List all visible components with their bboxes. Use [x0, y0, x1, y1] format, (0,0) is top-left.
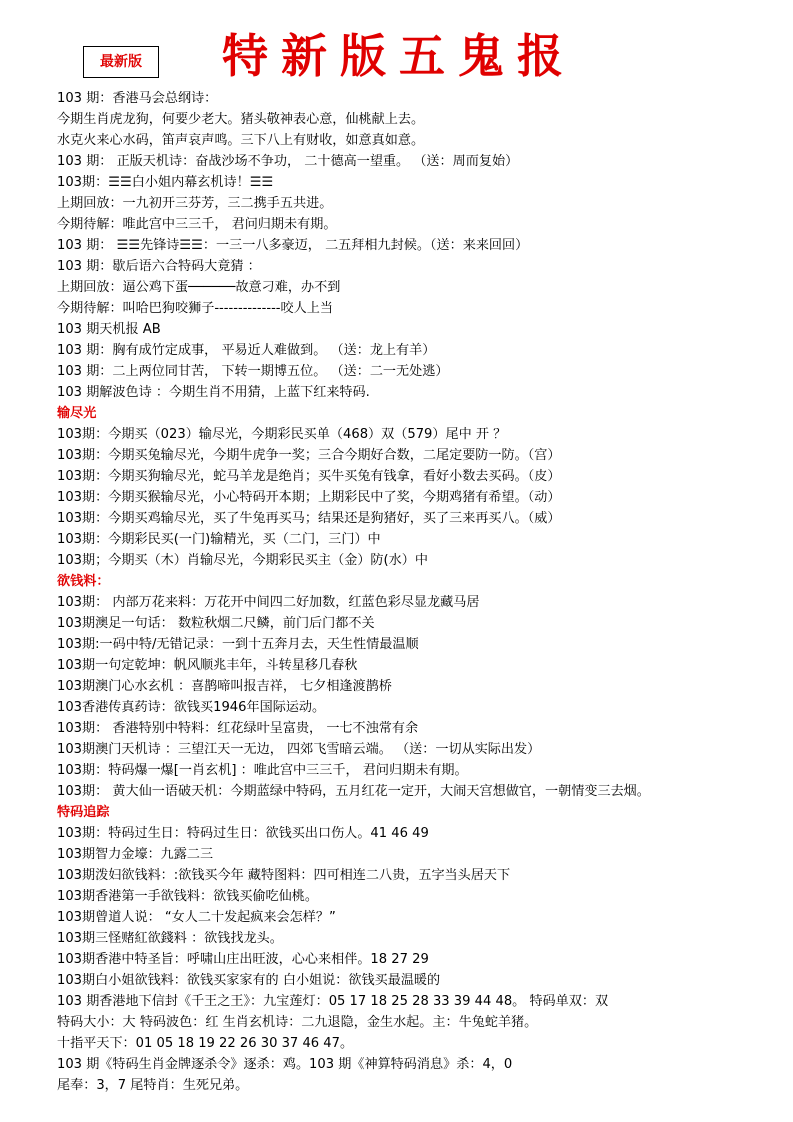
text-line: 103 期：胸有成竹定成事， 平易近人难做到。 （送：龙上有羊） [57, 343, 436, 358]
section-heading: 欲钱料： [57, 574, 110, 589]
text-line: 103期：特码过生日：特码过生日：欲钱买出口伤人。41 46 49 [57, 826, 429, 841]
text-line: 103期：特码爆一爆[一肖玄机] ：唯此宫中三三千， 君问归期未有期。 [57, 763, 468, 778]
text-line: 103期：今期买狗输尽光，蛇马羊龙是绝肖；买牛买兔有钱拿，看好小数去买码。（皮） [57, 469, 561, 484]
document-body [57, 88, 793, 1096]
text-line: 今期待解：叫哈巴狗咬狮子--------------咬人上当 [57, 301, 333, 316]
text-line: 103期：☰☰白小姐内幕玄机诗！☰☰ [57, 175, 274, 190]
text-line: 103期一句定乾坤：帆风顺兆丰年，斗转星移几春秋 [57, 658, 358, 673]
text-line: 尾奉：3，7 尾特肖：生死兄弟。 [57, 1078, 249, 1093]
text-line: 103期智力金壕：九露二三 [57, 847, 214, 862]
text-line: 103期： 黄大仙一语破天机：今期蓝绿中特码，五月红花一定开，大闹天宫想做官，一朝情变三去烟。 [57, 784, 650, 799]
section-heading: 输尽光 [57, 406, 97, 421]
text-line: 上期回放：一九初开三芬芳，三二携手五共进。 [57, 196, 333, 211]
page-header [0, 0, 793, 92]
text-line: 103 期：歇后语六合特码大竟猜 ： [57, 259, 261, 274]
text-line: 103期；今期买（木）肖输尽光，今期彩民买主（金）防(水）中 [57, 553, 428, 568]
text-line: 103期澳足一句话： 数粒秋烟二尺鳞，前门后门都不关 [57, 616, 375, 631]
text-line: 103期： 香港特别中特料：红花绿叶呈富贵， 一七不浊常有余 [57, 721, 419, 736]
text-line: 103期：今期买鸡输尽光，买了牛兔再买马；结果还是狗猪好，买了三来再买八。（威） [57, 511, 561, 526]
text-line: 103期白小姐欲钱料：欲钱买家家有的 白小姐说：欲钱买最温暖的 [57, 973, 441, 988]
text-line: 103期三怪赌紅欲錢料 ：欲钱找龙头。 [57, 931, 283, 946]
text-line: 103香港传真药诗：欲钱买1946年国际运动。 [57, 700, 326, 715]
text-line: 103 期：二上两位同甘苦， 下转一期博五位。 （送：二一无处逃） [57, 364, 449, 379]
text-line: 今期生肖虎龙狗，何要少老大。猪头敬神表心意，仙桃献上去。 [57, 112, 425, 127]
text-line: 103期： 内部万花来料：万花开中间四二好加数，红蓝色彩尽显龙藏马居 [57, 595, 480, 610]
text-line: 103 期《特码生肖金牌逐杀令》逐杀：鸡。103 期《神算特码消息》杀：4，0 [57, 1057, 513, 1072]
text-line: 103期澳门天机诗 ：三望江天一无边， 四郊飞雪暗云端。 （送：一切从实际出发） [57, 742, 541, 757]
text-line: 今期待解：唯此宫中三三千， 君问归期未有期。 [57, 217, 337, 232]
text-line: 103期：今期买猴输尽光，小心特码开本期；上期彩民中了奖，今期鸡猪有希望。（动） [57, 490, 561, 505]
text-line: 103 期： ☰☰先锋诗☰☰：一三一八多豪迈， 二五拜相九封候。（送：来来回回） [57, 238, 529, 253]
text-line: 103 期解波色诗 ：今期生肖不用猜，上蓝下红来特码. [57, 385, 370, 400]
text-line: 水克火来心水码，笛声哀声鸣。三下八上有财收，如意真如意。 [57, 133, 425, 148]
page-title: 特新版五鬼报 [222, 29, 576, 83]
text-line: 103期香港第一手欲钱料：欲钱买偷吃仙桃。 [57, 889, 318, 904]
text-line: 十指平天下：01 05 18 19 22 26 30 37 46 47。 [57, 1036, 354, 1051]
text-line: 103 期：香港马会总纲诗： [57, 91, 218, 106]
text-line: 103 期香港地下信封《千王之王》：九宝莲灯：05 17 18 25 28 33 39 44 48。 特码单双：双 [57, 994, 609, 1009]
text-line: 103期泼妇欲钱料：:欲钱买今年 藏特图料：四可相连二八贵，五字当头居天下 [57, 868, 511, 883]
text-line: 103期澳门心水玄机 ：喜鹊啼叫报吉祥， 七夕相逢渡鹊桥 [57, 679, 392, 694]
text-line: 103期:一码中特/无错记录：一到十五奔月去，天生性情最温顺 [57, 637, 419, 652]
text-line: 103 期： 正版天机诗：奋战沙场不争功， 二十德高一望重。 （送：周而复始） [57, 154, 519, 169]
text-line: 上期回放：逼公鸡下蛋──────故意刁难，办不到 [57, 280, 341, 295]
text-line: 103期：今期彩民买(一门)输精光，买（二门，三门）中 [57, 532, 381, 547]
text-line: 103期曾道人说： “女人二十发起疯来会怎样？” [57, 910, 336, 925]
text-line: 103期：今期买兔输尽光，今期牛虎争一奖；三合今期好合数，二尾定要防一防。（宫） [57, 448, 561, 463]
section-heading: 特码追踪 [57, 805, 110, 820]
text-line: 103期香港中特圣旨：呼啸山庄出旺波，心心来相伴。18 27 29 [57, 952, 429, 967]
text-line: 103期：今期买（023）输尽光，今期彩民买单（468）双（579）尾中 开 ？ [57, 427, 507, 442]
text-line: 103 期天机报 AB [57, 322, 161, 337]
latest-edition-badge: 最新版 [83, 46, 159, 78]
text-line: 特码大小：大 特码波色：红 生肖玄机诗：二九退隐，金生水起。主：牛兔蛇羊猪。 [57, 1015, 538, 1030]
